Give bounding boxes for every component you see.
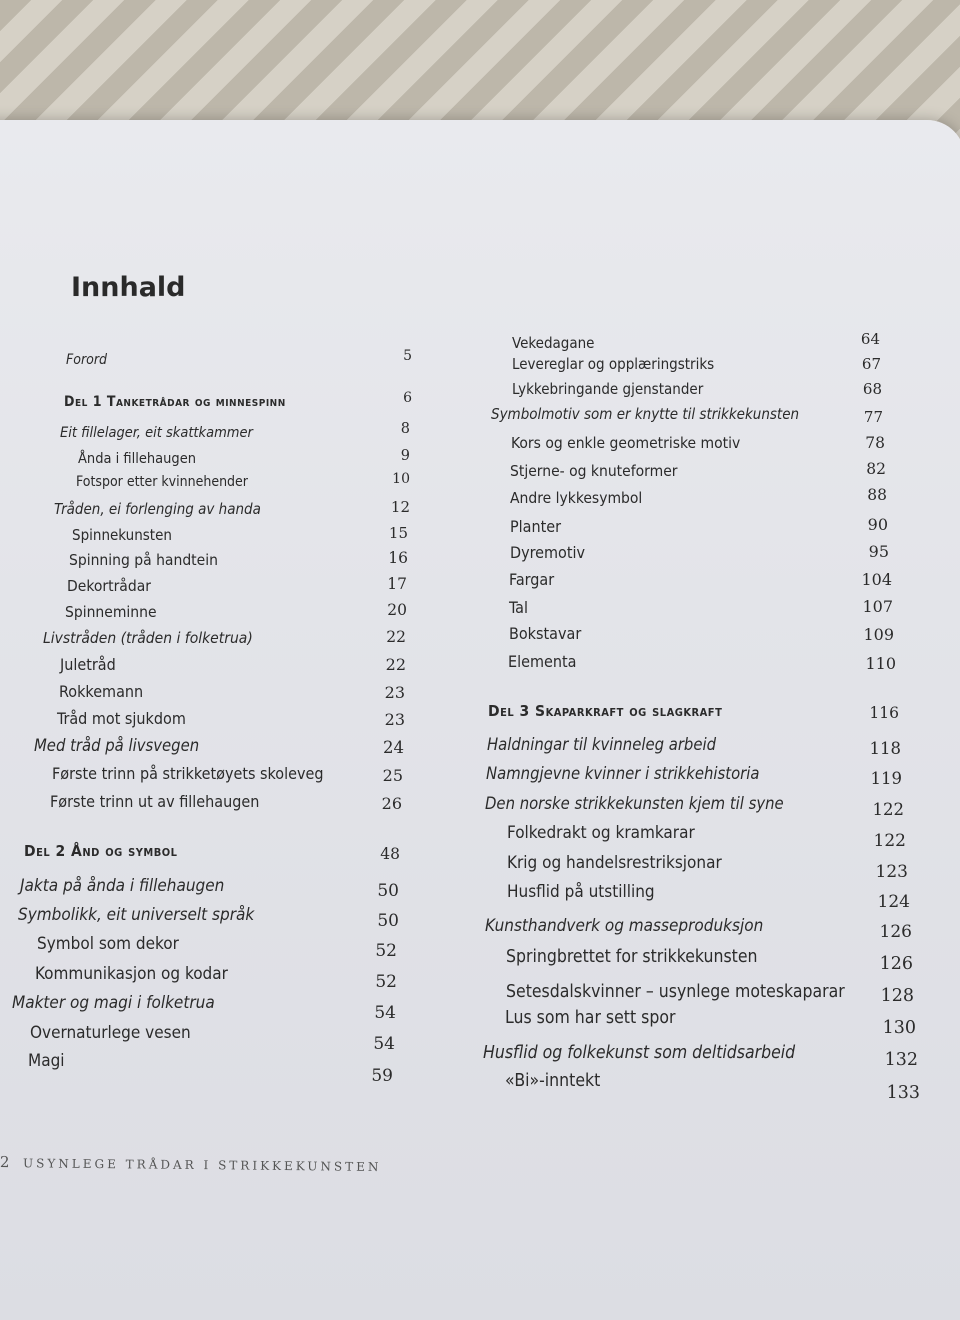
toc-entry-page-number: 48 (380, 845, 400, 863)
toc-entry-page-number: 22 (385, 655, 406, 674)
toc-entry-page-number: 88 (867, 486, 887, 504)
toc-entry-page-number: 52 (375, 972, 397, 992)
toc-entry-title: Del 2 Ånd og symbol (24, 842, 178, 860)
toc-entry-page-number: 122 (873, 831, 906, 851)
toc-entry-title: Dyremotiv (510, 543, 586, 562)
toc-entry-page-number: 10 (392, 471, 410, 487)
toc-entry-title: Vekedagane (512, 334, 595, 352)
toc-entry-page-number: 50 (377, 911, 399, 931)
toc-entry-title: Symbolmotiv som er knytte til strikkekunsten (491, 405, 800, 423)
toc-entry-title: Lykkebringande gjenstander (512, 380, 704, 398)
toc-entry-title: Kommunikasjon og kodar (35, 964, 228, 984)
toc-entry-page-number: 16 (388, 549, 408, 567)
toc-entry-title: Fotspor etter kvinnehender (76, 474, 248, 490)
toc-entry-title: Springbrettet for strikkekunsten (506, 947, 758, 967)
toc-entry-title: Kunsthandverk og masseproduksjon (485, 916, 764, 936)
toc-entry-page-number: 128 (880, 986, 914, 1006)
toc-entry-page-number: 104 (861, 570, 892, 589)
toc-entry-title: Spinning på handtein (69, 551, 218, 569)
toc-entry-title: Fargar (509, 570, 555, 589)
toc-entry-page-number: 132 (884, 1050, 918, 1070)
toc-entry-page-number: 77 (863, 408, 883, 426)
toc-entry-title: Lus som har sett spor (505, 1008, 676, 1028)
toc-entry-page-number: 133 (886, 1083, 920, 1103)
toc-entry-title: Namngjevne kvinner i strikkehistoria (486, 764, 760, 783)
toc-entry-page-number: 12 (390, 498, 410, 516)
toc-entry-page-number: 126 (879, 954, 913, 974)
toc-entry-title: Planter (510, 517, 562, 536)
toc-entry-page-number: 123 (875, 862, 908, 882)
toc-entry-title: Dekortrådar (67, 577, 151, 595)
toc-entry-page-number: 25 (382, 766, 403, 785)
toc-entry-title: Første trinn på strikketøyets skoleveg (52, 764, 324, 783)
toc-entry-title: Tråd mot sjukdom (57, 709, 186, 728)
toc-entry-title: Tal (509, 598, 528, 617)
toc-entry-title: Ånda i fillehaugen (78, 451, 196, 467)
toc-entry-page-number: 8 (400, 421, 410, 437)
toc-entry-title: Eit fillelager, eit skattkammer (60, 425, 253, 441)
toc-entry-page-number: 5 (403, 348, 412, 364)
toc-entry-title: Bokstavar (509, 624, 582, 643)
toc-entry-title: Den norske strikkekunsten kjem til syne (485, 794, 784, 813)
toc-entry-title: Stjerne- og knuteformer (510, 462, 678, 480)
toc-entry-title: Spinneminne (65, 603, 157, 621)
toc-entry-title: Del 3 Skaparkraft og slagkraft (488, 702, 723, 720)
toc-entry-title: Levereglar og opplæringstriks (512, 355, 715, 373)
toc-entry-page-number: 126 (879, 922, 912, 942)
toc-entry-title: Setesdalskvinner – usynlege moteskaparar (506, 982, 845, 1002)
toc-entry-page-number: 107 (862, 597, 893, 616)
toc-entry-title: Livstråden (tråden i folketrua) (43, 629, 253, 647)
toc-entry-title: «Bi»-inntekt (505, 1071, 601, 1091)
toc-entry-page-number: 110 (865, 654, 896, 673)
toc-entry-page-number: 23 (384, 683, 405, 702)
toc-entry-page-number: 6 (403, 390, 412, 406)
toc-entry-page-number: 118 (869, 739, 901, 758)
toc-entry-title: Symbol som dekor (37, 934, 179, 954)
toc-entry-page-number: 23 (384, 710, 405, 729)
toc-entry-page-number: 24 (383, 738, 404, 757)
toc-entry-title: Overnaturlege vesen (30, 1023, 191, 1043)
toc-entry-page-number: 54 (374, 1003, 396, 1023)
toc-entry-page-number: 15 (388, 524, 408, 542)
toc-entry-page-number: 109 (863, 625, 894, 644)
toc-entry-page-number: 95 (868, 542, 889, 561)
footer-running-title: USYNLEGE TRÅDAR I STRIKKEKUNSTEN (23, 1156, 382, 1174)
toc-entry-page-number: 26 (381, 794, 402, 813)
toc-entry-page-number: 67 (861, 355, 881, 373)
toc-entry-title: Elementa (508, 652, 577, 671)
toc-entry-title: Juletråd (60, 655, 116, 674)
toc-entry-page-number: 130 (882, 1018, 916, 1038)
toc-entry-title: Krig og handelsrestriksjonar (507, 853, 722, 873)
toc-entry-title: Forord (66, 352, 108, 368)
toc-entry-page-number: 50 (377, 881, 399, 901)
footer-page-number: 2 (0, 1153, 10, 1172)
toc-entry-title: Magi (28, 1051, 65, 1071)
toc-entry-page-number: 82 (866, 460, 886, 478)
toc-entry-title: Rokkemann (59, 682, 144, 701)
toc-entry-title: Folkedrakt og kramkarar (507, 823, 695, 843)
toc-entry-title: Første trinn ut av fillehaugen (50, 792, 260, 811)
toc-entry-page-number: 119 (870, 769, 902, 788)
toc-entry-title: Symbolikk, eit universelt språk (18, 905, 255, 925)
toc-entry-page-number: 122 (872, 800, 904, 819)
toc-entry-page-number: 9 (400, 448, 410, 464)
toc-entry-page-number: 52 (375, 941, 397, 961)
toc-entry-title: Makter og magi i folketrua (12, 993, 215, 1013)
toc-entry-title: Haldningar til kvinneleg arbeid (487, 735, 717, 754)
toc-entry-title: Jakta på ånda i fillehaugen (20, 876, 225, 896)
toc-entry-page-number: 116 (869, 704, 899, 722)
toc-entry-title: Kors og enkle geometriske motiv (511, 434, 741, 452)
toc-entry-title: Del 1 Tanketrådar og minnespinn (64, 394, 286, 410)
toc-entry-page-number: 124 (877, 892, 910, 912)
toc-entry-title: Spinnekunsten (72, 526, 172, 544)
toc-entry-title: Tråden, ei forlenging av handa (54, 500, 261, 518)
toc-entry-title: Med tråd på livsvegen (34, 736, 200, 755)
toc-entry-page-number: 59 (371, 1066, 393, 1086)
toc-entry-page-number: 78 (865, 434, 885, 452)
page-title: Innhald (71, 272, 186, 303)
toc-entry-page-number: 22 (386, 628, 406, 646)
toc-entry-page-number: 20 (387, 601, 407, 619)
toc-entry-page-number: 64 (860, 330, 880, 348)
toc-entry-page-number: 54 (373, 1034, 395, 1054)
toc-entry-page-number: 68 (862, 380, 882, 398)
toc-entry-title: Husflid på utstilling (507, 882, 655, 902)
toc-entry-title: Andre lykkesymbol (510, 489, 643, 507)
toc-entry-page-number: 17 (387, 575, 407, 593)
toc-entry-page-number: 90 (867, 515, 888, 534)
toc-entry-title: Husflid og folkekunst som deltidsarbeid (483, 1043, 796, 1063)
